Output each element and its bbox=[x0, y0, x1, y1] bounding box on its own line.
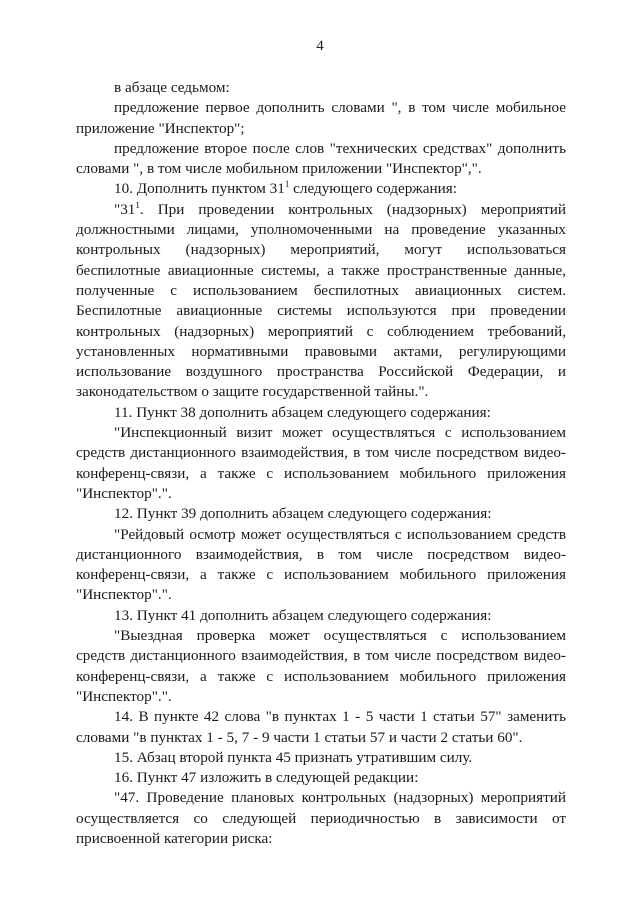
text-segment: следующего содержания: bbox=[289, 180, 457, 198]
paragraph: "Выездная проверка может осуществляться с использованием средств дистанционного взаимодействия, в том числе посредством видео-конференц-связи, а также с использованием мобильного приложения "Инспектор".". bbox=[76, 627, 566, 705]
paragraph: "Инспекционный визит может осуществляться с использованием средств дистанционного взаимодействия, в том числе посредством видео-конференц-связи, а также с использованием мобильного приложения "Инспектор".". bbox=[76, 424, 566, 502]
paragraph: 12. Пункт 39 дополнить абзацем следующего содержания: bbox=[114, 505, 492, 523]
superscript: 1 bbox=[284, 179, 290, 190]
paragraph: 13. Пункт 41 дополнить абзацем следующего содержания: bbox=[114, 606, 492, 624]
superscript: 1 bbox=[135, 199, 140, 210]
paragraph: 15. Абзац второй пункта 45 признать утратившим силу. bbox=[114, 748, 473, 766]
paragraph: "47. Проведение плановых контрольных (надзорных) мероприятий осуществляется со следующей периодичностью в зависимости от присвоенной категории риска: bbox=[76, 789, 566, 847]
paragraph: предложение первое дополнить словами ", в том числе мобильное приложение "Инспектор"; bbox=[76, 99, 566, 137]
paragraph: 11. Пункт 38 дополнить абзацем следующего содержания: bbox=[114, 403, 491, 421]
paragraph: 16. Пункт 47 изложить в следующей редакции: bbox=[114, 769, 419, 787]
paragraph: "Рейдовый осмотр может осуществляться с использованием средств дистанционного взаимодействия, в том числе посредством видео-конференц-связи, а также с использованием мобильного приложения "Инспектор".". bbox=[76, 525, 566, 604]
text-segment: . При проведении контрольных (надзорных) мероприятий должностными лицами, уполномоченными на проведение указанных контрольных (надзорных) мероприятий, могут использоваться беспилотные авиационные системы, а также пространственные данные, полученные с использованием беспилотных авиационных систем. Беспилотные авиационные системы используются при проведении контрольных (надзорных) мероприятий с соблюдением требований, установленных нормативными правовыми актами, регулирующими использование воздушного пространства Российской Федерации, и законодательством о защите государственной тайны.". bbox=[76, 200, 566, 401]
paragraph: предложение второе после слов "технических средствах" дополнить словами ", в том числе мобильном приложении "Инспектор",". bbox=[76, 139, 566, 178]
paragraph bbox=[76, 179, 566, 199]
paragraph: в абзаце седьмом: bbox=[114, 79, 230, 96]
document-body bbox=[76, 78, 566, 849]
page-number: 4 bbox=[316, 38, 324, 54]
text-segment: 10. Дополнить пунктом 31 bbox=[114, 180, 285, 198]
paragraph bbox=[76, 200, 566, 403]
paragraph: 14. В пункте 42 слова "в пунктах 1 - 5 части 1 статьи 57" заменить словами "в пунктах 1 - 5, 7 - 9 части 1 статьи 57 и части 2 статьи 60". bbox=[76, 708, 566, 746]
text-segment: "31 bbox=[114, 200, 136, 218]
